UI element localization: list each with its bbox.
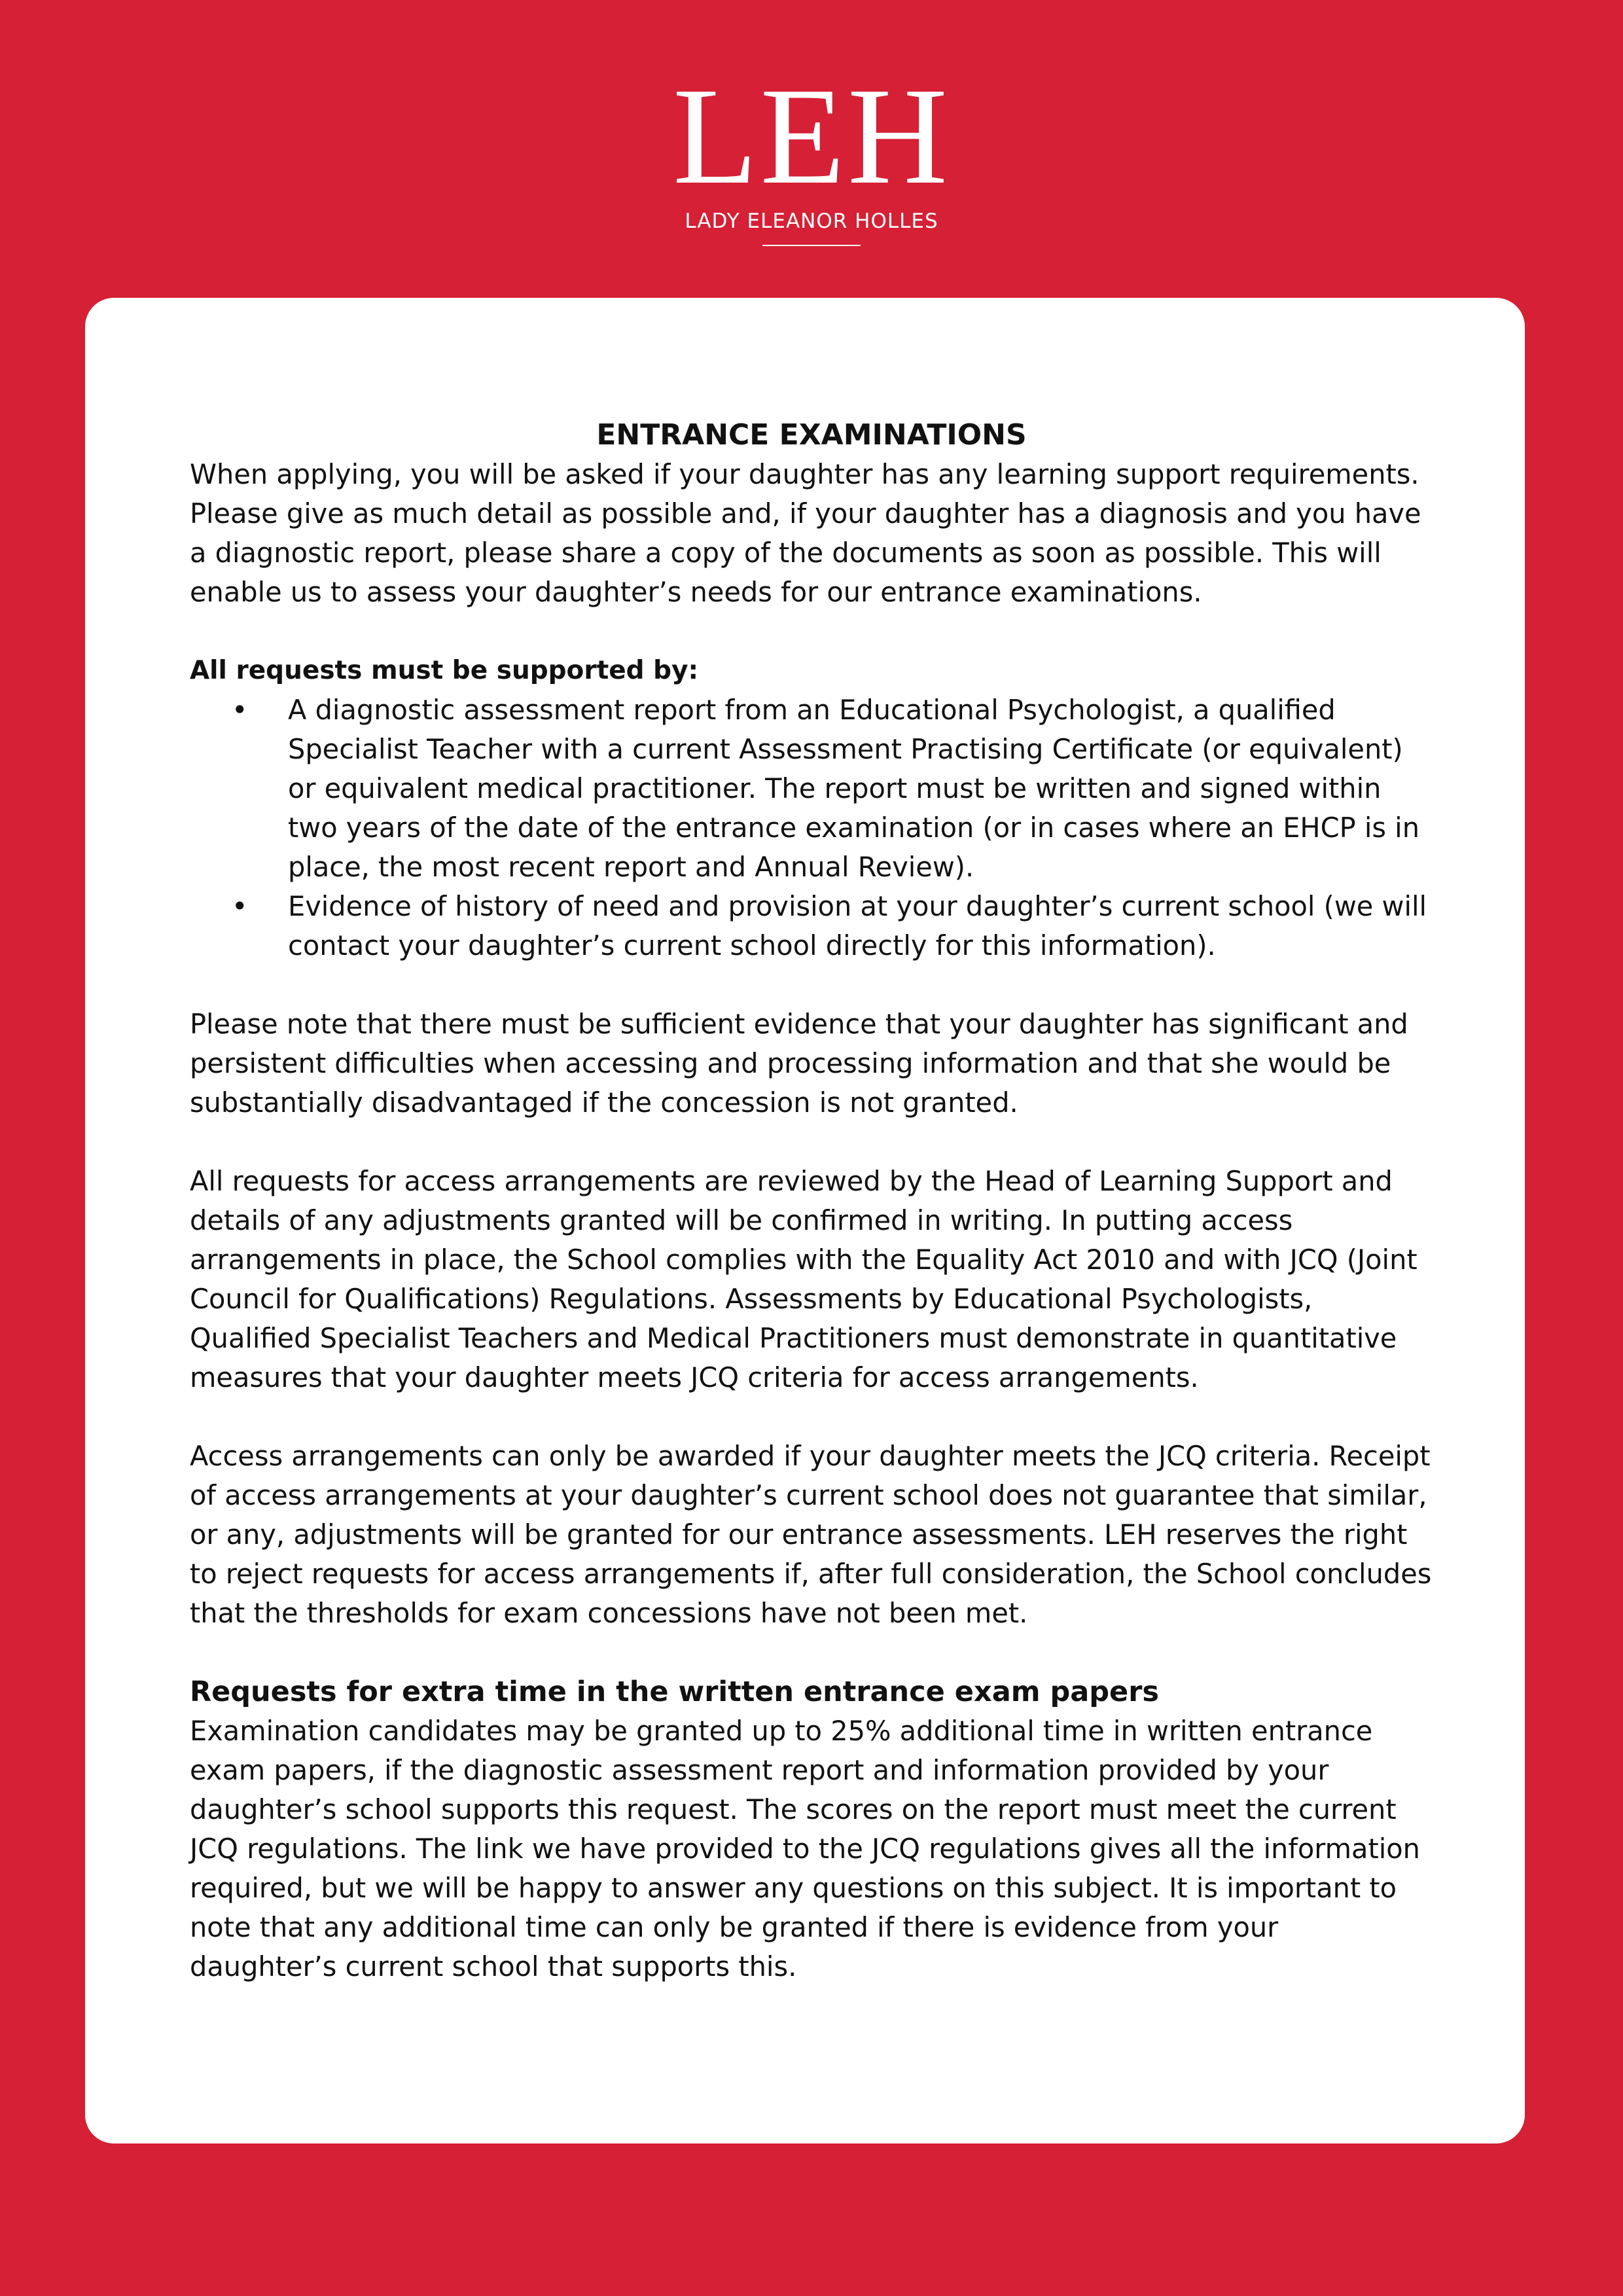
logo-divider xyxy=(762,245,861,246)
school-logo xyxy=(0,59,1623,246)
logo-monogram: LEH xyxy=(672,59,951,213)
extra-time-heading: Requests for extra time in the written entrance exam papers xyxy=(190,1676,1160,1708)
requirements-list xyxy=(190,691,1433,965)
bullet-icon: • xyxy=(232,694,248,726)
extra-time-paragraph: Examination candidates may be granted up to 25% additional time in written entrance exam papers, if the diagnostic assessment report and information provided by your daughter’s school supports this request. The scores on the report must meet the current JCQ regulations. The link we have provided to the JCQ regulations gives all the information required, but we will be happy to answer any questions on this subject. It is important to note that any additional time can only be granted if there is evidence from your daughter’s current school that supports this. xyxy=(190,1715,1420,1982)
criteria-paragraph: Access arrangements can only be awarded if your daughter meets the JCQ criteria. Receipt of access arrangements at your daughter’s current school does not guarantee that similar, or any, adjustments will be granted for our entrance assessments. LEH reserves the right to reject requests for access arrangements if, after full consideration, the School concludes that the thresholds for exam concessions have not been met. xyxy=(190,1440,1432,1629)
evidence-paragraph: Please note that there must be sufficient evidence that your daughter has significant and persistent difficulties when accessing and processing information and that she would be substantially disadvantaged if the concession is not granted. xyxy=(190,1008,1408,1119)
list-item xyxy=(190,691,1433,887)
content-card xyxy=(85,298,1525,2144)
intro-paragraph: When applying, you will be asked if your daughter has any learning support requirements. Please give as much detail as possible and, if your daughter has a diagnosis and you have a diagnostic report, please share a copy of the documents as soon as possible. This will enable us to assess your daughter’s needs for our entrance examinations. xyxy=(190,458,1421,608)
page-title: ENTRANCE EXAMINATIONS xyxy=(596,418,1027,452)
document-body xyxy=(190,416,1433,1986)
list-item-text: A diagnostic assessment report from an Educational Psychologist, a qualified Specialist Teacher with a current Assessment Practising Certificate (or equivalent) or equivalent medical practitioner. The report must be written and signed within two years of the date of the entrance examination (or in cases where an EHCP is in place, the most recent report and Annual Review). xyxy=(288,694,1419,883)
review-paragraph: All requests for access arrangements are reviewed by the Head of Learning Support and details of any adjustments granted will be confirmed in writing. In putting access arrangements in place, the School complies with the Equality Act 2010 and with JCQ (Joint Council for Qualifications) Regulations. Assessments by Educational Psychologists, Qualified Specialist Teachers and Medical Practitioners must demonstrate in quantitative measures that your daughter meets JCQ criteria for access arrangements. xyxy=(190,1165,1418,1393)
list-item xyxy=(190,887,1433,965)
list-item-text: Evidence of history of need and provision at your daughter’s current school (we will contact your daughter’s current school directly for this information). xyxy=(288,890,1427,961)
bullet-icon: • xyxy=(232,890,248,922)
logo-school-name: LADY ELEANOR HOLLES xyxy=(685,209,938,233)
requirements-label: All requests must be supported by: xyxy=(190,656,699,685)
